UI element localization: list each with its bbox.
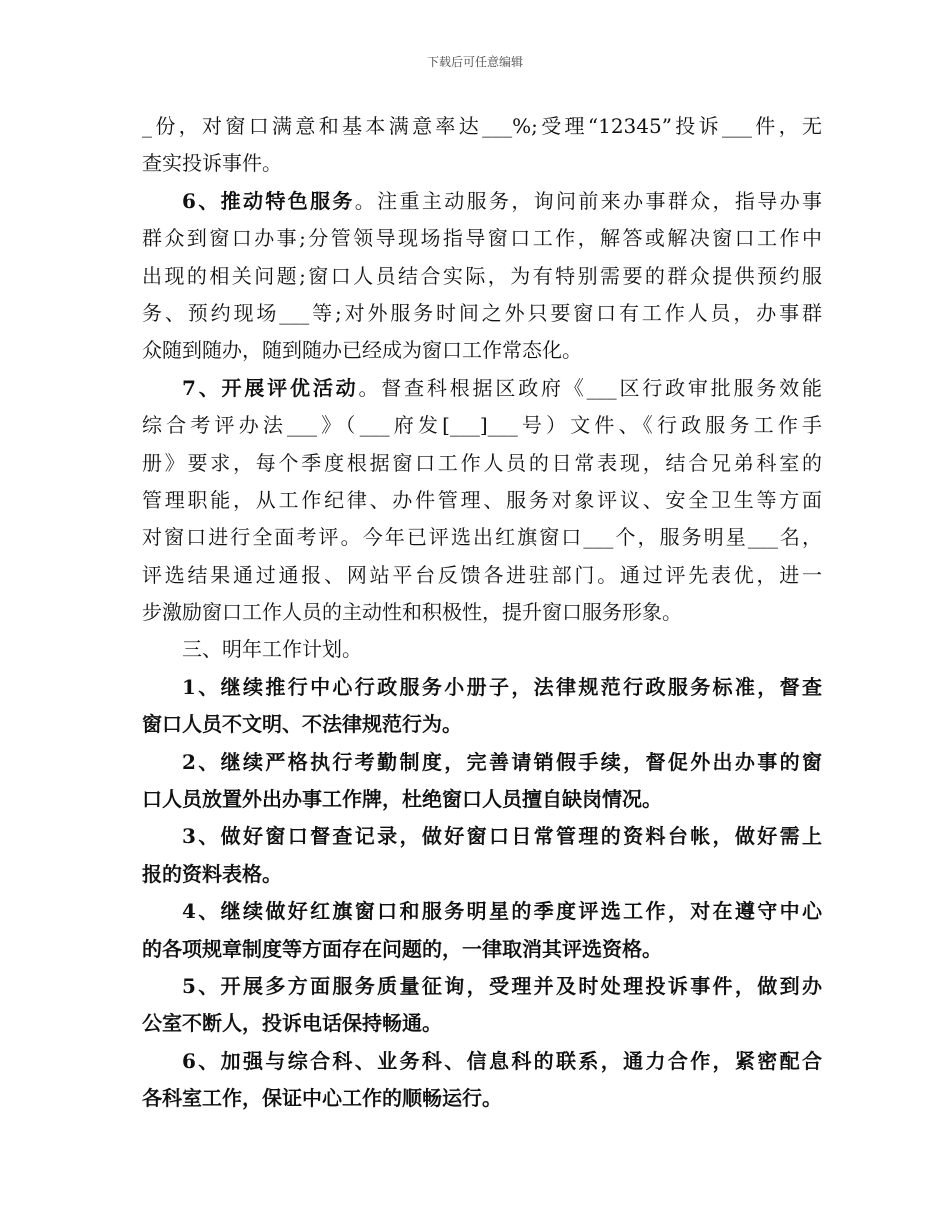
plan-item-4-line-2: 的各项规章制度等方面存在问题的，一律取消其评选资格。	[142, 936, 662, 961]
item7-title: 7、开展评优活动	[182, 375, 359, 400]
item6-line-3: 出现的相关问题;窗口人员结合实际，为有特别需要的群众提供预约服	[142, 263, 822, 288]
section-heading: 三、明年工作计划。	[182, 637, 362, 662]
item7-line-7: 步激励窗口工作人员的主动性和积极性，提升窗口服务形象。	[142, 600, 682, 625]
intro-line-2: 查实投诉事件。	[142, 151, 282, 176]
plan-item-3-line-2: 报的资料表格。	[142, 861, 282, 886]
document-body	[142, 108, 822, 1118]
item7-line-1-rest: 。督查科根据区政府《___区行政审批服务效能	[358, 375, 822, 400]
plan-item-4-line-1: 4、继续做好红旗窗口和服务明星的季度评选工作，对在遵守中心	[182, 899, 822, 924]
item6-line-2: 群众到窗口办事;分管领导现场指导窗口工作，解答或解决窗口工作中	[142, 226, 822, 251]
plan-item-5-line-1: 5、开展多方面服务质量征询，受理并及时处理投诉事件，做到办	[182, 973, 822, 998]
plan-item-6-line-1: 6、加强与综合科、业务科、信息科的联系，通力合作，紧密配合	[182, 1048, 822, 1073]
item6-line-1-rest: 。注重主动服务，询问前来办事群众，指导办事	[354, 188, 822, 213]
intro-line-1: _份，对窗口满意和基本满意率达___%;受理“12345”投诉___件，无	[142, 114, 822, 138]
plan-item-1-line-2: 窗口人员不文明、不法律规范行为。	[142, 712, 462, 737]
item7-line-6: 评选结果通过通报、网站平台反馈各进驻部门。通过评先表优，进一	[142, 562, 822, 587]
plan-item-3-line-1: 3、做好窗口督查记录，做好窗口日常管理的资料台帐，做好需上	[182, 824, 822, 849]
item7-line-3: 册》要求，每个季度根据窗口工作人员的日常表现，结合兄弟科室的	[142, 450, 822, 475]
plan-item-1-line-1: 1、继续推行中心行政服务小册子，法律规范行政服务标准，督查	[182, 674, 822, 699]
item6-line-1	[142, 183, 822, 220]
plan-item-5-line-2: 公室不断人，投诉电话保持畅通。	[142, 1011, 442, 1036]
item7-line-1	[142, 370, 822, 407]
plan-item-6-line-2: 各科室工作，保证中心工作的顺畅运行。	[142, 1086, 502, 1111]
item6-line-5: 众随到随办，随到随办已经成为窗口工作常态化。	[142, 338, 582, 363]
item7-line-5: 对窗口进行全面考评。今年已评选出红旗窗口___个，服务明星___名，	[142, 525, 822, 550]
plan-item-2-line-1: 2、继续严格执行考勤制度，完善请销假手续，督促外出办事的窗	[182, 749, 822, 774]
item7-line-2: 综合考评办法___》（___府发[___]___号）文件、《行政服务工作手	[142, 413, 822, 438]
page-header: 下载后可任意编辑	[426, 55, 523, 69]
item6-title: 6、推动特色服务	[182, 188, 355, 213]
item6-line-4: 务、预约现场___等;对外服务时间之外只要窗口有工作人员，办事群	[142, 300, 822, 325]
item7-line-4: 管理职能，从工作纪律、办件管理、服务对象评议、安全卫生等方面	[142, 487, 822, 512]
plan-item-2-line-2: 口人员放置外出办事工作牌，杜绝窗口人员擅自缺岗情况。	[142, 787, 662, 812]
